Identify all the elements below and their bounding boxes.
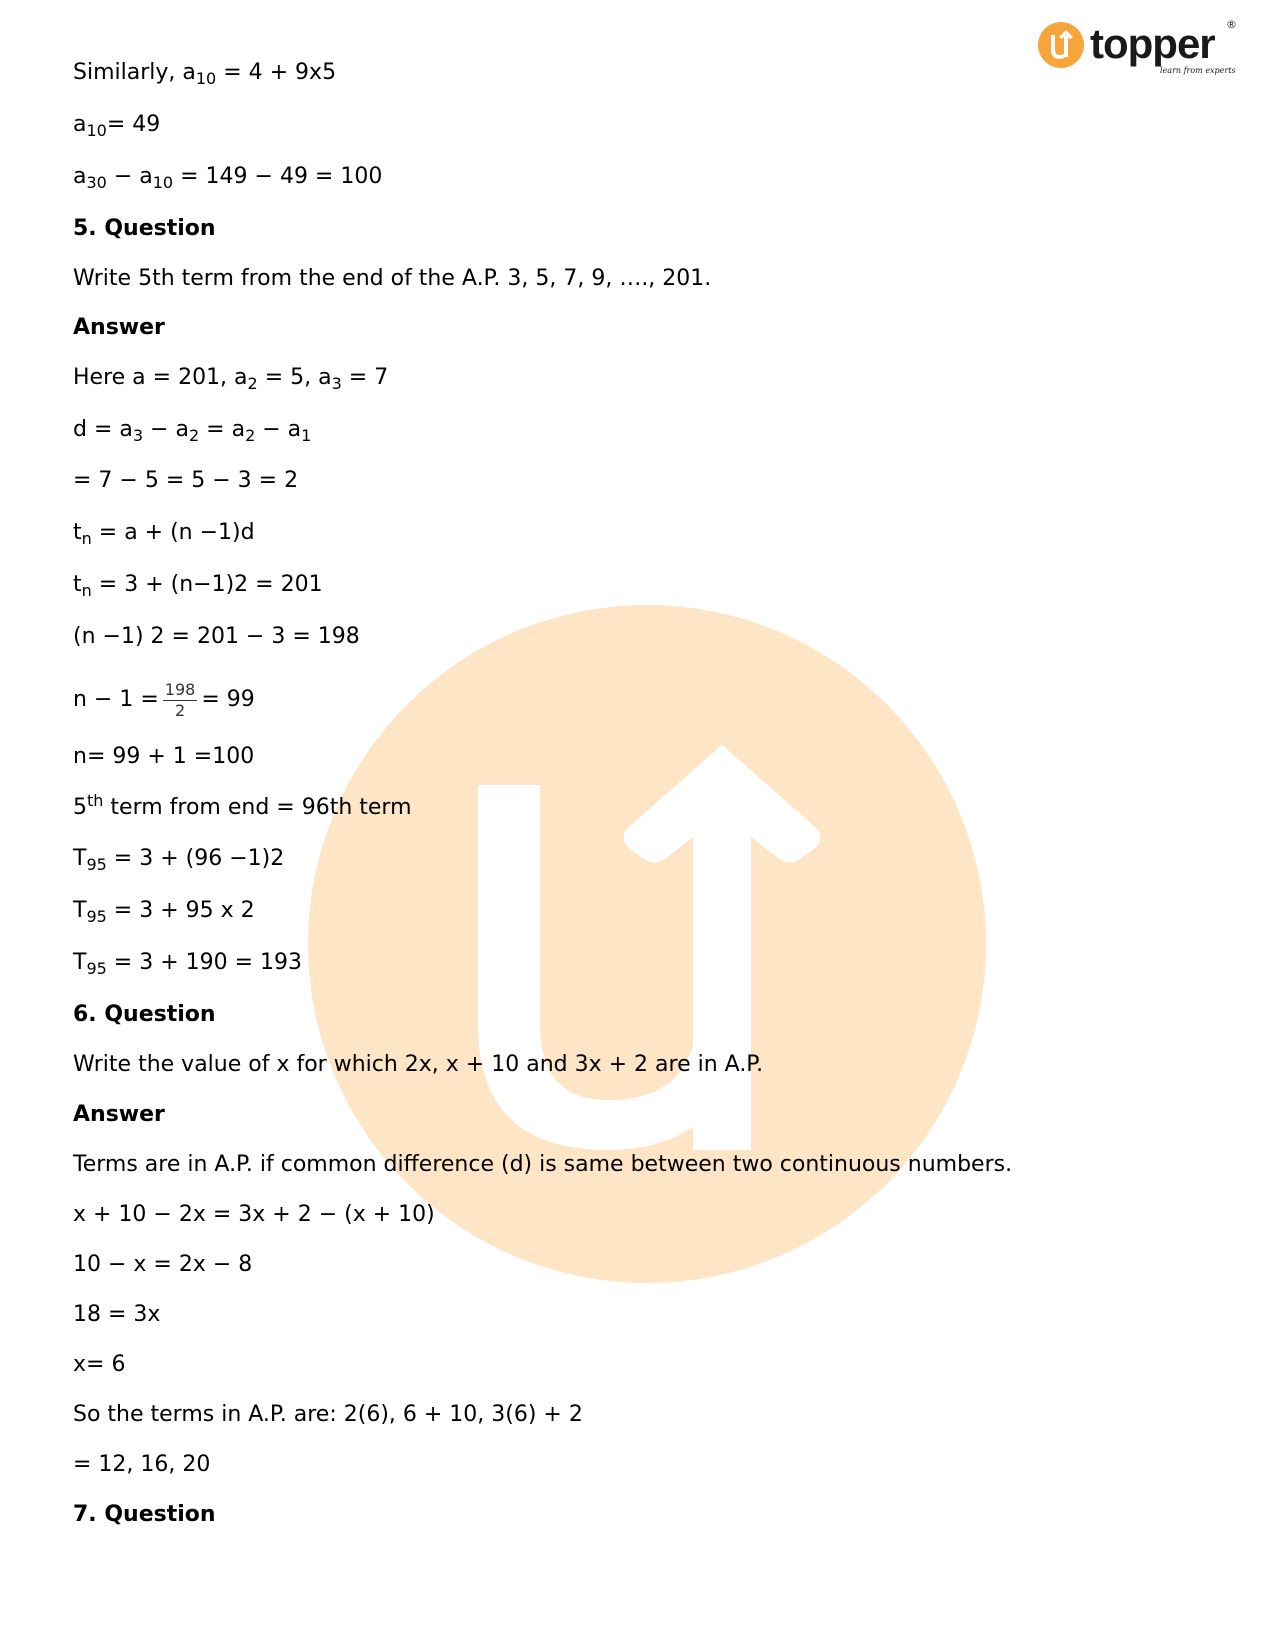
answer-heading: Answer <box>73 1102 165 1127</box>
equation-line: $d = a_3 - a_2 = a_2 - a_1$ <box>73 417 312 445</box>
fraction: $\frac{198}{2}$ <box>164 679 196 720</box>
equation-line: $a_{30} - a_{10} = 149 - 49 = 100$ <box>73 164 383 192</box>
equation-line: = 12, 16, 20 <box>73 1452 211 1477</box>
equation-line: Here a = 201, $a_2 = 5$, $a_3 = 7$ <box>73 365 389 393</box>
equation-line: 5th term from end = 96th term <box>73 791 412 820</box>
equation-line: $T_{95} = 3 + 95$ x 2 <box>73 898 255 926</box>
answer-text: Terms are in A.P. if common difference (d) is same between two continuous numbers. <box>73 1152 1013 1177</box>
answer-text: So the terms in A.P. are: 2(6), 6 + 10, 3(6) + 2 <box>73 1402 583 1427</box>
question-text: Write the value of x for which 2x, x + 10 and 3x + 2 are in A.P. <box>73 1052 764 1077</box>
answer-heading: Answer <box>73 315 165 340</box>
equation-line: $a_{10}= 49$ <box>73 112 161 140</box>
equation-line: $T_{95} = 3 + 190 = 193$ <box>73 950 303 978</box>
equation-line: 18 = 3x <box>73 1302 161 1327</box>
logo-tagline: learn from experts <box>1160 66 1236 75</box>
equation-line: $T_{95} = 3 + (96 -1)2$ <box>73 846 285 874</box>
equation-line: x= 6 <box>73 1352 126 1377</box>
question-heading: 7. Question <box>73 1502 216 1527</box>
equation-line: x + 10 − 2x = 3x + 2 − (x + 10) <box>73 1202 435 1227</box>
registered-mark: ® <box>1226 18 1237 31</box>
u-arrow-logo-icon <box>1038 22 1084 68</box>
question-heading: 6. Question <box>73 1002 216 1027</box>
question-text: Write 5th term from the end of the A.P. 3, 5, 7, 9, …., 201. <box>73 266 712 291</box>
equation-line: $t_n = 3 + (n-1)2 = 201$ <box>73 572 323 600</box>
logo-text: topper <box>1090 20 1215 67</box>
equation-line: $t_n = a + (n -1)d$ <box>73 520 255 548</box>
equation-line: Similarly, $a_{10} = 4 + 9x5$ <box>73 60 337 88</box>
equation-line: n − 1 = $\frac{198}{2}$ = 99 <box>73 679 255 720</box>
equation-line: n= 99 + 1 =100 <box>73 744 255 769</box>
topper-logo <box>1038 18 1243 88</box>
question-heading: 5. Question <box>73 216 216 241</box>
u-arrow-watermark-icon <box>308 605 986 1283</box>
equation-line: 10 − x = 2x − 8 <box>73 1252 253 1277</box>
equation-line: (n −1) 2 = 201 − 3 = 198 <box>73 624 360 649</box>
equation-line: = 7 − 5 = 5 − 3 = 2 <box>73 468 299 493</box>
